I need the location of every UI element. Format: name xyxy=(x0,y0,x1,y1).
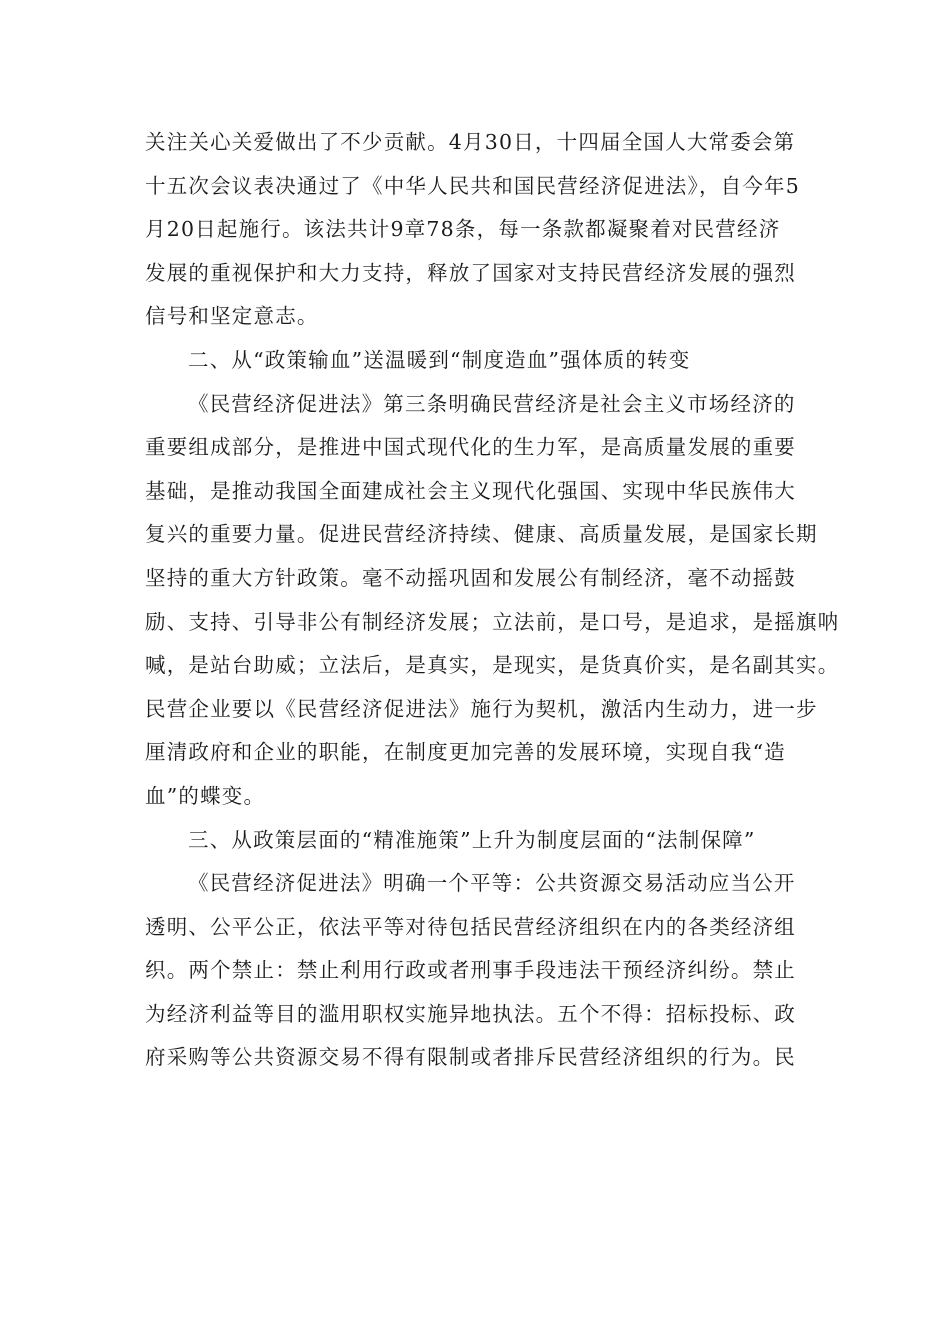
text-line: 关注关心关爱做出了不少贡献。4月30日，十四届全国人大常委会第 xyxy=(145,130,796,154)
text-line: 坚持的重大方针政策。毫不动摇巩固和发展公有制经济，毫不动摇鼓 xyxy=(145,565,796,590)
text-line: 厘清政府和企业的职能，在制度更加完善的发展环境，实现自我“造 xyxy=(145,740,786,765)
text-line: 基础，是推动我国全面建成社会主义现代化强国、实现中华民族伟大 xyxy=(145,478,796,503)
text-line: 透明、公平公正，依法平等对待包括民营经济组织在内的各类经济组 xyxy=(145,914,796,939)
text-line: 府采购等公共资源交易不得有限制或者排斥民营经济组织的行为。民 xyxy=(145,1045,796,1070)
text-line: 十五次会议表决通过了《中华人民共和国民营经济促进法》，自今年5 xyxy=(145,173,800,198)
section-heading-3 xyxy=(145,819,809,863)
text-line: 血”的蝶变。 xyxy=(145,783,266,808)
document-page xyxy=(145,121,840,1080)
text-line: 《民营经济促进法》明确一个平等：公共资源交易活动应当公开 xyxy=(188,871,796,896)
text-line: 励、支持、引导非公有制经济发展；立法前，是口号，是追求，是摇旗呐 xyxy=(145,609,840,634)
text-line: 复兴的重要力量。促进民营经济持续、健康、高质量发展，是国家长期 xyxy=(145,522,818,547)
text-line: 月20日起施行。该法共计9章78条，每一条款都凝聚着对民营经济 xyxy=(145,217,781,242)
paragraph-law-passage xyxy=(145,121,809,339)
text-line: 为经济利益等目的滥用职权实施异地执法。五个不得：招标投标、政 xyxy=(145,1001,796,1026)
paragraph-section-3 xyxy=(145,862,809,1080)
section-heading-2 xyxy=(145,339,809,383)
heading-text: 二、从“政策输血”送温暖到“制度造血”强体质的转变 xyxy=(188,347,691,372)
text-line: 民营企业要以《民营经济促进法》施行为契机，激活内生动力，进一步 xyxy=(145,696,818,721)
text-line: 信号和坚定意志。 xyxy=(145,304,319,329)
text-line: 《民营经济促进法》第三条明确民营经济是社会主义市场经济的 xyxy=(188,391,796,416)
paragraph-section-2 xyxy=(145,383,840,819)
text-line: 喊，是站台助威；立法后，是真实，是现实，是货真价实，是名副其实。 xyxy=(145,653,840,678)
text-line: 重要组成部分，是推进中国式现代化的生力军，是高质量发展的重要 xyxy=(145,435,796,460)
heading-text: 三、从政策层面的“精准施策”上升为制度层面的“法制保障” xyxy=(188,827,756,852)
text-line: 发展的重视保护和大力支持，释放了国家对支持民营经济发展的强烈 xyxy=(145,260,796,285)
text-line: 织。两个禁止：禁止利用行政或者刑事手段违法干预经济纠纷。禁止 xyxy=(145,958,796,983)
